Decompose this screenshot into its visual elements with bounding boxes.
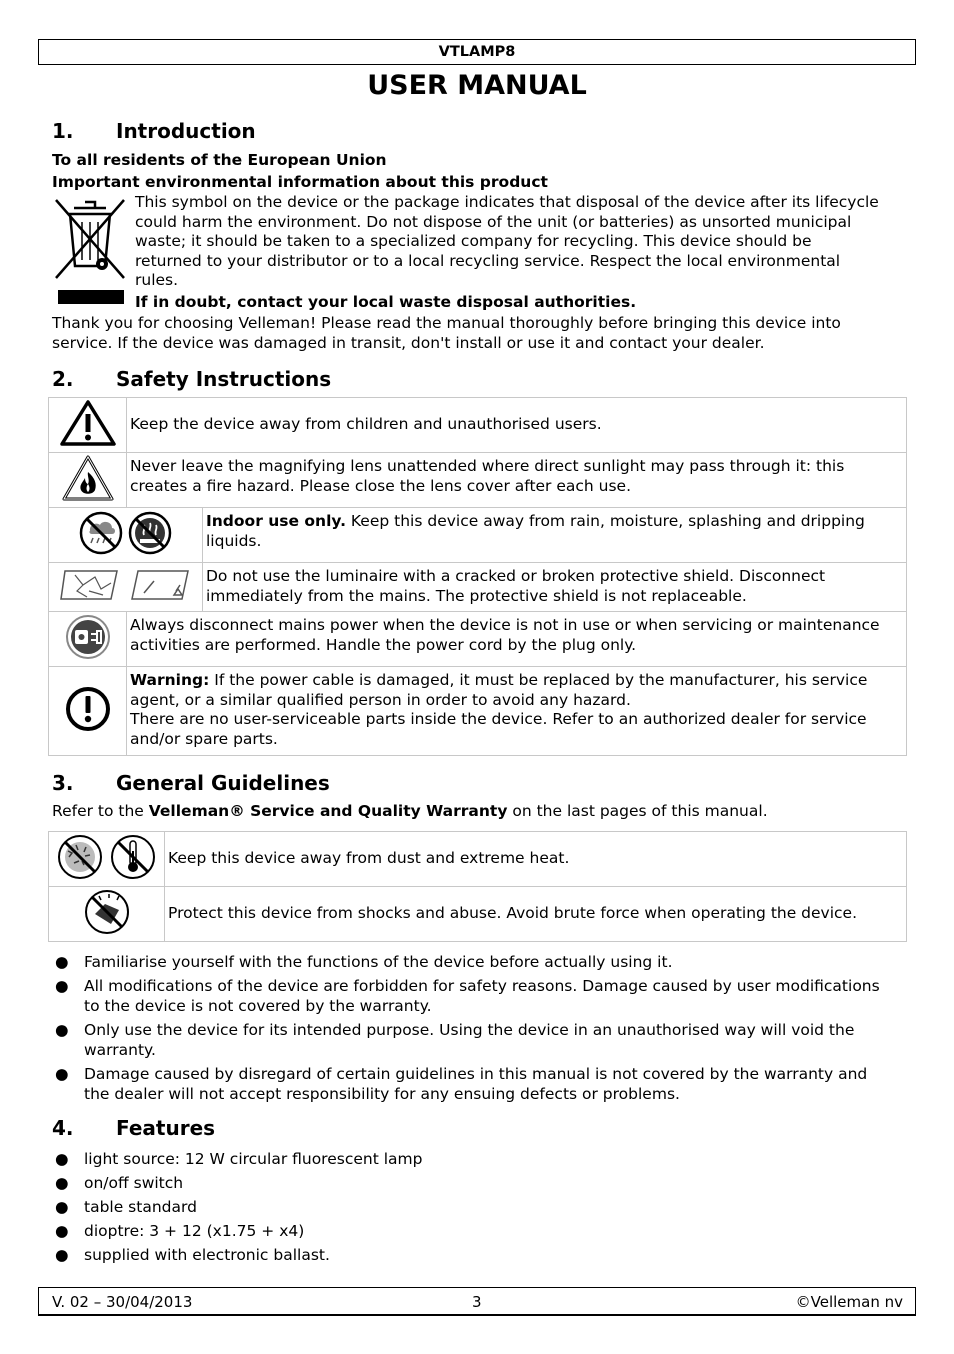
safety-text-cell (203, 563, 907, 612)
safety-line (130, 671, 902, 691)
safety-line: immediately from the mains. The protective shield is not replaceable. (206, 586, 747, 605)
list-item (52, 1197, 912, 1217)
safety-icon-cell (49, 398, 127, 453)
safety-row (49, 453, 907, 508)
list-item (52, 976, 912, 1016)
guidelines-table (48, 831, 907, 942)
bullet-icon: ● (55, 1222, 69, 1240)
intro-text: on the last pages of this manual. (507, 802, 768, 820)
guidelines-intro (52, 802, 768, 820)
guideline-icon-cell (49, 832, 165, 887)
version-date: V. 02 – 30/04/2013 (52, 1293, 193, 1311)
copyright: ©Velleman nv (795, 1293, 903, 1311)
bullet-icon: ● (55, 1174, 69, 1192)
env-heading: Important environmental information about this product (52, 173, 548, 191)
safety-line: There are no user-serviceable parts inside the device. Refer to an authorized dealer for service (130, 710, 867, 728)
safety-line: activities are performed. Handle the power cord by the plug only. (130, 635, 637, 654)
section-features-heading (52, 1116, 215, 1140)
guidelines-bullet-list (52, 952, 912, 1104)
section-title: General Guidelines (116, 771, 330, 795)
bullet-line: to the device is not covered by the warranty. (84, 997, 432, 1015)
bullet-icon: ● (55, 977, 69, 995)
guideline-text-cell: Protect this device from shocks and abuse. Avoid brute force when operating the device. (165, 887, 907, 942)
bullet-line: Damage caused by disregard of certain guidelines in this manual is not covered by the warranty and (84, 1065, 868, 1083)
section-number: 1. (52, 119, 74, 143)
section-title: Safety Instructions (116, 367, 332, 391)
safety-icon-cell (49, 563, 203, 612)
safety-table-a (48, 397, 907, 508)
safety-line: Never leave the magnifying lens unattended where direct sunlight may pass through it: this (130, 457, 845, 475)
thanks-text (52, 314, 841, 353)
safety-line: Always disconnect mains power when the device is not in use or when servicing or maintenance (130, 616, 880, 634)
no-shock-icon (83, 922, 131, 940)
warranty-reference: Velleman® Service and Quality Warranty (148, 802, 508, 820)
eu-heading: To all residents of the European Union (52, 151, 387, 169)
bullet-icon: ● (55, 1065, 69, 1083)
bullet-line: Only use the device for its intended purpose. Using the device in an unauthorised way will void the (84, 1021, 855, 1039)
page-footer (38, 1287, 916, 1316)
feature-text: dioptre: 3 + 12 (x1.75 + x4) (84, 1222, 305, 1240)
section-intro-heading (52, 119, 256, 143)
safety-icon-cell (49, 612, 127, 667)
safety-table-b (48, 507, 907, 612)
bullet-line: the dealer will not accept responsibility for any ensuing defects or problems. (84, 1085, 680, 1103)
weee-line: returned to your distributor or to a local recycling service. Respect the local environmental (135, 251, 841, 270)
section-guidelines-heading (52, 771, 330, 795)
cracked-shield-icon (59, 589, 128, 607)
safety-icon-cell (49, 667, 127, 756)
bullet-icon: ● (55, 953, 69, 971)
header-model: VTLAMP8 (38, 39, 916, 65)
guideline-icon-cell (49, 887, 165, 942)
features-bullet-list (52, 1149, 912, 1265)
list-item (52, 1149, 912, 1169)
bullet-icon: ● (55, 1021, 69, 1039)
thanks-line: service. If the device was damaged in transit, don't install or use it and contact your dealer. (52, 333, 765, 352)
doubt-text: If in doubt, contact your local waste disposal authorities. (135, 293, 637, 311)
fire-hazard-icon (61, 488, 115, 506)
safety-icon-cell (49, 508, 203, 563)
safety-text-cell (127, 612, 907, 667)
safety-line (206, 512, 902, 532)
guideline-row (49, 887, 907, 942)
page-title: USER MANUAL (367, 70, 587, 101)
feature-text: light source: 12 W circular fluorescent lamp (84, 1150, 423, 1168)
guideline-row (49, 832, 907, 887)
safety-icon-cell (49, 453, 127, 508)
bullet-icon: ● (55, 1246, 69, 1264)
list-item (52, 1245, 912, 1265)
weee-bin-icon (52, 194, 128, 306)
bullet-icon: ● (55, 1150, 69, 1168)
bullet-line: Familiarise yourself with the functions of the device before actually using it. (84, 953, 673, 971)
bullet-line: warranty. (84, 1041, 156, 1059)
safety-row (49, 667, 907, 756)
weee-line: rules. (135, 271, 179, 289)
safety-line: Keep the device away from children and unauthorised users. (130, 415, 602, 434)
section-number: 4. (52, 1116, 74, 1140)
shield-icon (128, 589, 192, 607)
thermometer-icon (109, 867, 157, 885)
safety-row (49, 612, 907, 667)
warning-triangle-icon (59, 433, 117, 451)
section-safety-heading (52, 367, 331, 391)
list-item (52, 952, 912, 972)
feature-text: table standard (84, 1198, 197, 1216)
feature-text: on/off switch (84, 1174, 184, 1192)
intro-text: Refer to the (52, 802, 149, 820)
safety-text-cell (127, 398, 907, 453)
safety-row (49, 563, 907, 612)
unplug-icon (65, 646, 111, 664)
guideline-text-cell: Keep this device away from dust and extreme heat. (165, 832, 907, 887)
safety-line: creates a fire hazard. Please close the lens cover after each use. (130, 476, 632, 495)
safety-text-cell (203, 508, 907, 563)
safety-line: and/or spare parts. (130, 729, 278, 748)
safety-line: agent, or a similar qualified person in order to avoid any hazard. (130, 690, 631, 709)
safety-line-text: If the power cable is damaged, it must be replaced by the manufacturer, his service (209, 671, 868, 689)
safety-line: liquids. (206, 531, 262, 550)
indoor-only-label: Indoor use only. (206, 512, 346, 530)
safety-line-text: Keep this device away from rain, moisture, splashing and dripping (345, 512, 865, 530)
feature-text: supplied with electronic ballast. (84, 1246, 330, 1264)
section-number: 2. (52, 367, 74, 391)
no-rain-icon (79, 541, 128, 559)
no-dust-icon (56, 867, 109, 885)
no-splash-icon (128, 541, 172, 559)
bullet-line: All modifications of the device are forbidden for safety reasons. Damage caused by user modifications (84, 977, 880, 995)
safety-line: Do not use the luminaire with a cracked or broken protective shield. Disconnect (206, 567, 826, 585)
weee-line: could harm the environment. Do not dispose of the unit (or batteries) as unsorted municipal (135, 212, 852, 231)
list-item (52, 1064, 912, 1104)
safety-text-cell (127, 453, 907, 508)
bullet-icon: ● (55, 1198, 69, 1216)
page-number: 3 (472, 1293, 482, 1311)
weee-line: waste; it should be taken to a specialized company for recycling. This device should be (135, 232, 812, 250)
exclamation-icon (64, 719, 112, 737)
warning-label: Warning: (130, 671, 210, 689)
list-item (52, 1221, 912, 1241)
weee-text (135, 193, 879, 291)
section-number: 3. (52, 771, 74, 795)
list-item (52, 1020, 912, 1060)
section-title: Features (116, 1116, 216, 1140)
safety-row (49, 398, 907, 453)
section-title: Introduction (116, 119, 256, 143)
safety-table-c (48, 611, 907, 756)
safety-text-cell (127, 667, 907, 756)
list-item (52, 1173, 912, 1193)
weee-line: This symbol on the device or the package indicates that disposal of the device after its lifecycle (135, 193, 879, 211)
thanks-line: Thank you for choosing Velleman! Please read the manual thoroughly before bringing this device into (52, 314, 841, 332)
safety-row (49, 508, 907, 563)
